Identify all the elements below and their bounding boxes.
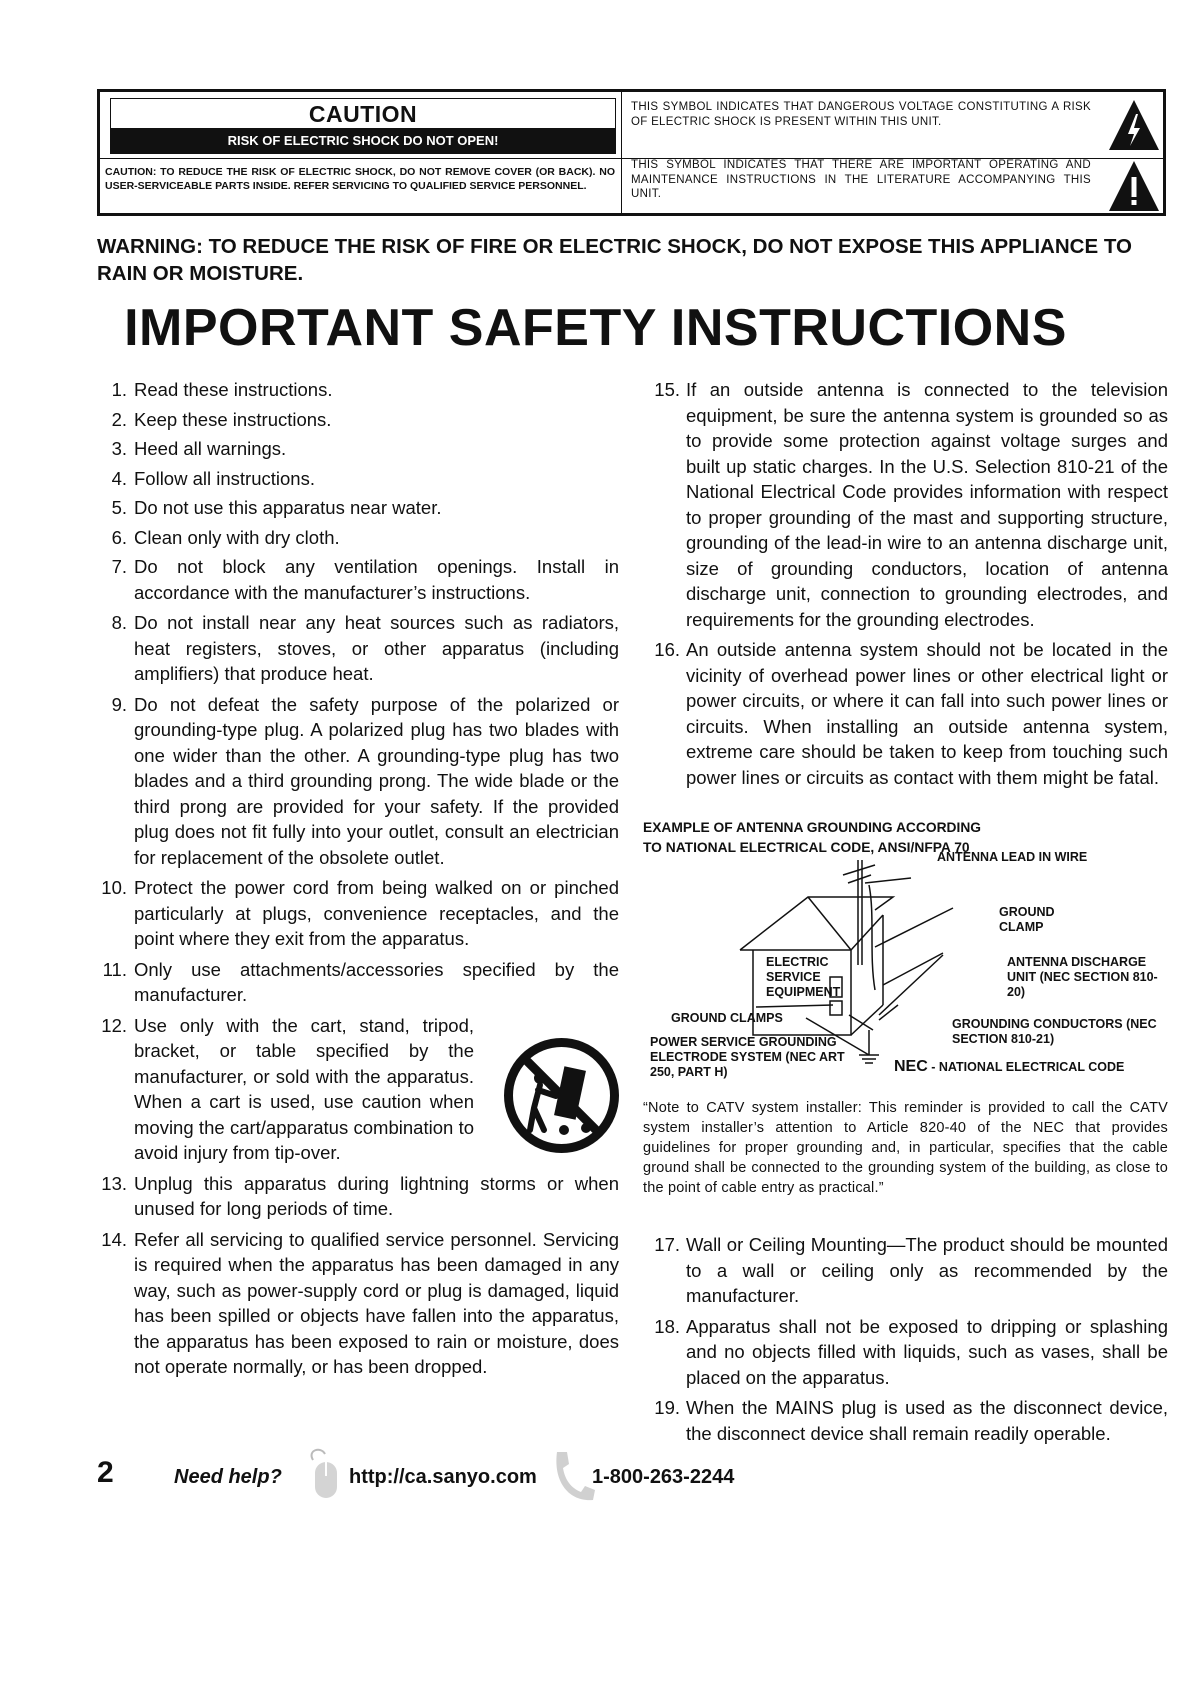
- left-instructions-list: [97, 377, 619, 1380]
- need-help-label: Need help?: [174, 1466, 282, 1488]
- warning-text: WARNING: TO REDUCE THE RISK OF FIRE OR ELECTRIC SHOCK, DO NOT EXPOSE THIS APPLIANCE TO RAIN OR MOISTURE.: [97, 235, 1132, 285]
- list-item: 4. Follow all instructions.: [111, 467, 315, 489]
- list-item: 13. Unplug this apparatus during lightning storms or when unused for long periods of time.: [101, 1172, 619, 1219]
- list-item: 19. When the MAINS plug is used as the disconnect device, the disconnect device shall remain readily operable.: [654, 1397, 1168, 1444]
- list-item: 18. Apparatus shall not be exposed to dripping or splashing and no objects filled with liquids, such as vases, shall be placed on the apparatus.: [654, 1315, 1168, 1388]
- antenna-grounding-diagram: [643, 850, 1168, 1090]
- list-item: 15. If an outside antenna is connected to the television equipment, be sure the antenna system is grounded so as to provide some protection against voltage surges and built up static charges. In the U.S. Selection 810-21 of the National Electrical Code provides information with respect to proper grounding of the mast and supporting structure, grounding of the lead-in wire to an antenna discharge unit, size of grounding conductors, location of antenna discharge unit, connection to grounding electrodes, and requirements for the grounding electrodes.: [654, 379, 1168, 630]
- ground-clamps-label: GROUND CLAMPS: [671, 1011, 783, 1025]
- support-phone[interactable]: 1-800-263-2244: [592, 1466, 735, 1488]
- list-item: 10. Protect the power cord from being walked on or pinched particularly at plugs, convenience receptacles, and the point where they exit from the apparatus.: [101, 877, 619, 949]
- mouse-icon: [303, 1446, 343, 1502]
- catv-note: “Note to CATV system installer: This reminder is provided to call the CATV system installer’s attention to Article 820-40 of the NEC that provides guidelines for proper grounding and, in particular, specifies that the cable ground shall be connected to the grounding system of the building, as close to the point of cable entry as practical.”: [643, 1100, 1168, 1196]
- antenna-caption: EXAMPLE OF ANTENNA GROUNDING ACCORDING TO NATIONAL ELECTRICAL CODE, ANSI/NFPA 70: [643, 820, 982, 855]
- instructions-symbol-text: THIS SYMBOL INDICATES THAT THERE ARE IMPORTANT OPERATING AND MAINTENANCE INSTRUCTIONS IN THE LITERATURE ACCOMPANYING THIS UNIT.: [631, 159, 1091, 200]
- right-instructions-list: [650, 377, 1168, 790]
- caution-text: CAUTION: TO REDUCE THE RISK OF ELECTRIC SHOCK, DO NOT REMOVE COVER (OR BACK). NO USER-SERVICEABLE PARTS INSIDE. REFER SERVICING TO QUALIFIED SERVICE PERSONNEL.: [105, 166, 615, 192]
- grounding-conductors-label: GROUNDING CONDUCTORS (NEC SECTION 810-21): [952, 1017, 1157, 1046]
- list-item: 5. Do not use this apparatus near water.: [111, 497, 442, 518]
- list-item: 2. Keep these instructions.: [111, 408, 332, 430]
- cart-tipover-warning-icon: [504, 1038, 619, 1153]
- caution-label-box: [110, 98, 616, 154]
- list-item: 9. Do not defeat the safety purpose of the polarized or grounding-type plug. A polarized plug has two blades with one wider than the other. A grounding-type plug has two blades and a third grounding prong. The wide blade or the third prong are provided for your safety. If the provided plug does not fit fully into your outlet, consult an electrician for replacement of the obsolete outlet.: [111, 693, 619, 868]
- voltage-symbol-text: THIS SYMBOL INDICATES THAT DANGEROUS VOLTAGE CONSTITUTING A RISK OF ELECTRIC SHOCK IS PRESENT WITHIN THIS UNIT.: [631, 101, 1091, 128]
- support-url-link[interactable]: http://ca.sanyo.com: [349, 1466, 537, 1488]
- caution-title: CAUTION: [308, 101, 418, 127]
- list-item: 12. Use only with the cart, stand, tripod, bracket, or table specified by the manufacturer, or sold with the apparatus. When a cart is used, use caution when moving the cart/apparatus combination to avoid injury from tip-over.: [101, 1014, 474, 1163]
- phone-icon: [549, 1448, 597, 1504]
- nec-label: NEC - NATIONAL ELECTRICAL CODE: [894, 1058, 1125, 1075]
- exclamation-triangle-icon: [1107, 159, 1161, 213]
- list-item: 7. Do not block any ventilation openings. Install in accordance with the manufacturer’s instructions.: [111, 556, 619, 603]
- list-item: 1. Read these instructions.: [111, 379, 333, 400]
- right-instructions-list-continued: [650, 1232, 1168, 1446]
- list-item: 11. Only use attachments/accessories specified by the manufacturer.: [102, 958, 619, 1005]
- caution-shock-bar: RISK OF ELECTRIC SHOCK DO NOT OPEN!: [111, 128, 615, 153]
- page-title: IMPORTANT SAFETY INSTRUCTIONS: [124, 299, 1067, 357]
- list-item: 6. Clean only with dry cloth.: [111, 526, 340, 548]
- list-item: 8. Do not install near any heat sources such as radiators, heat registers, stoves, or other apparatus (including amplifiers) that produce heat.: [111, 612, 619, 684]
- list-item: 14. Refer all servicing to qualified service personnel. Servicing is required when the apparatus has been damaged in any way, such as power-supply cord or plug is damaged, liquid has been spilled or objects have fallen into the apparatus, the apparatus has been exposed to rain or moisture, does not operate normally, or has been dropped.: [101, 1228, 619, 1377]
- discharge-unit-label: ANTENNA DISCHARGE UNIT (NEC SECTION 810-20): [1007, 955, 1158, 999]
- list-item: 16. An outside antenna system should not be located in the vicinity of overhead power lines or other electrical light or power circuits, or where it can fall into such power lines or circuits. When installing an outside antenna system, extreme care should be taken to keep from touching such power lines or circuits as contact with them might be fatal.: [654, 639, 1168, 788]
- list-item: 17. Wall or Ceiling Mounting—The product should be mounted to a wall or ceiling only as recommended by the manufacturer.: [654, 1234, 1168, 1306]
- caution-box: [97, 89, 1166, 216]
- page-number: 2: [97, 1456, 114, 1489]
- lightning-triangle-icon: [1107, 98, 1161, 152]
- list-item: 3. Heed all warnings.: [111, 438, 287, 459]
- power-service-label: POWER SERVICE GROUNDING ELECTRODE SYSTEM (NEC ART 250, PART H): [650, 1035, 845, 1079]
- electric-service-label: ELECTRIC SERVICE EQUIPMENT: [766, 955, 841, 999]
- lead-in-label: ANTENNA LEAD IN WIRE: [937, 850, 1088, 864]
- ground-clamp-label: GROUND CLAMP: [999, 905, 1055, 934]
